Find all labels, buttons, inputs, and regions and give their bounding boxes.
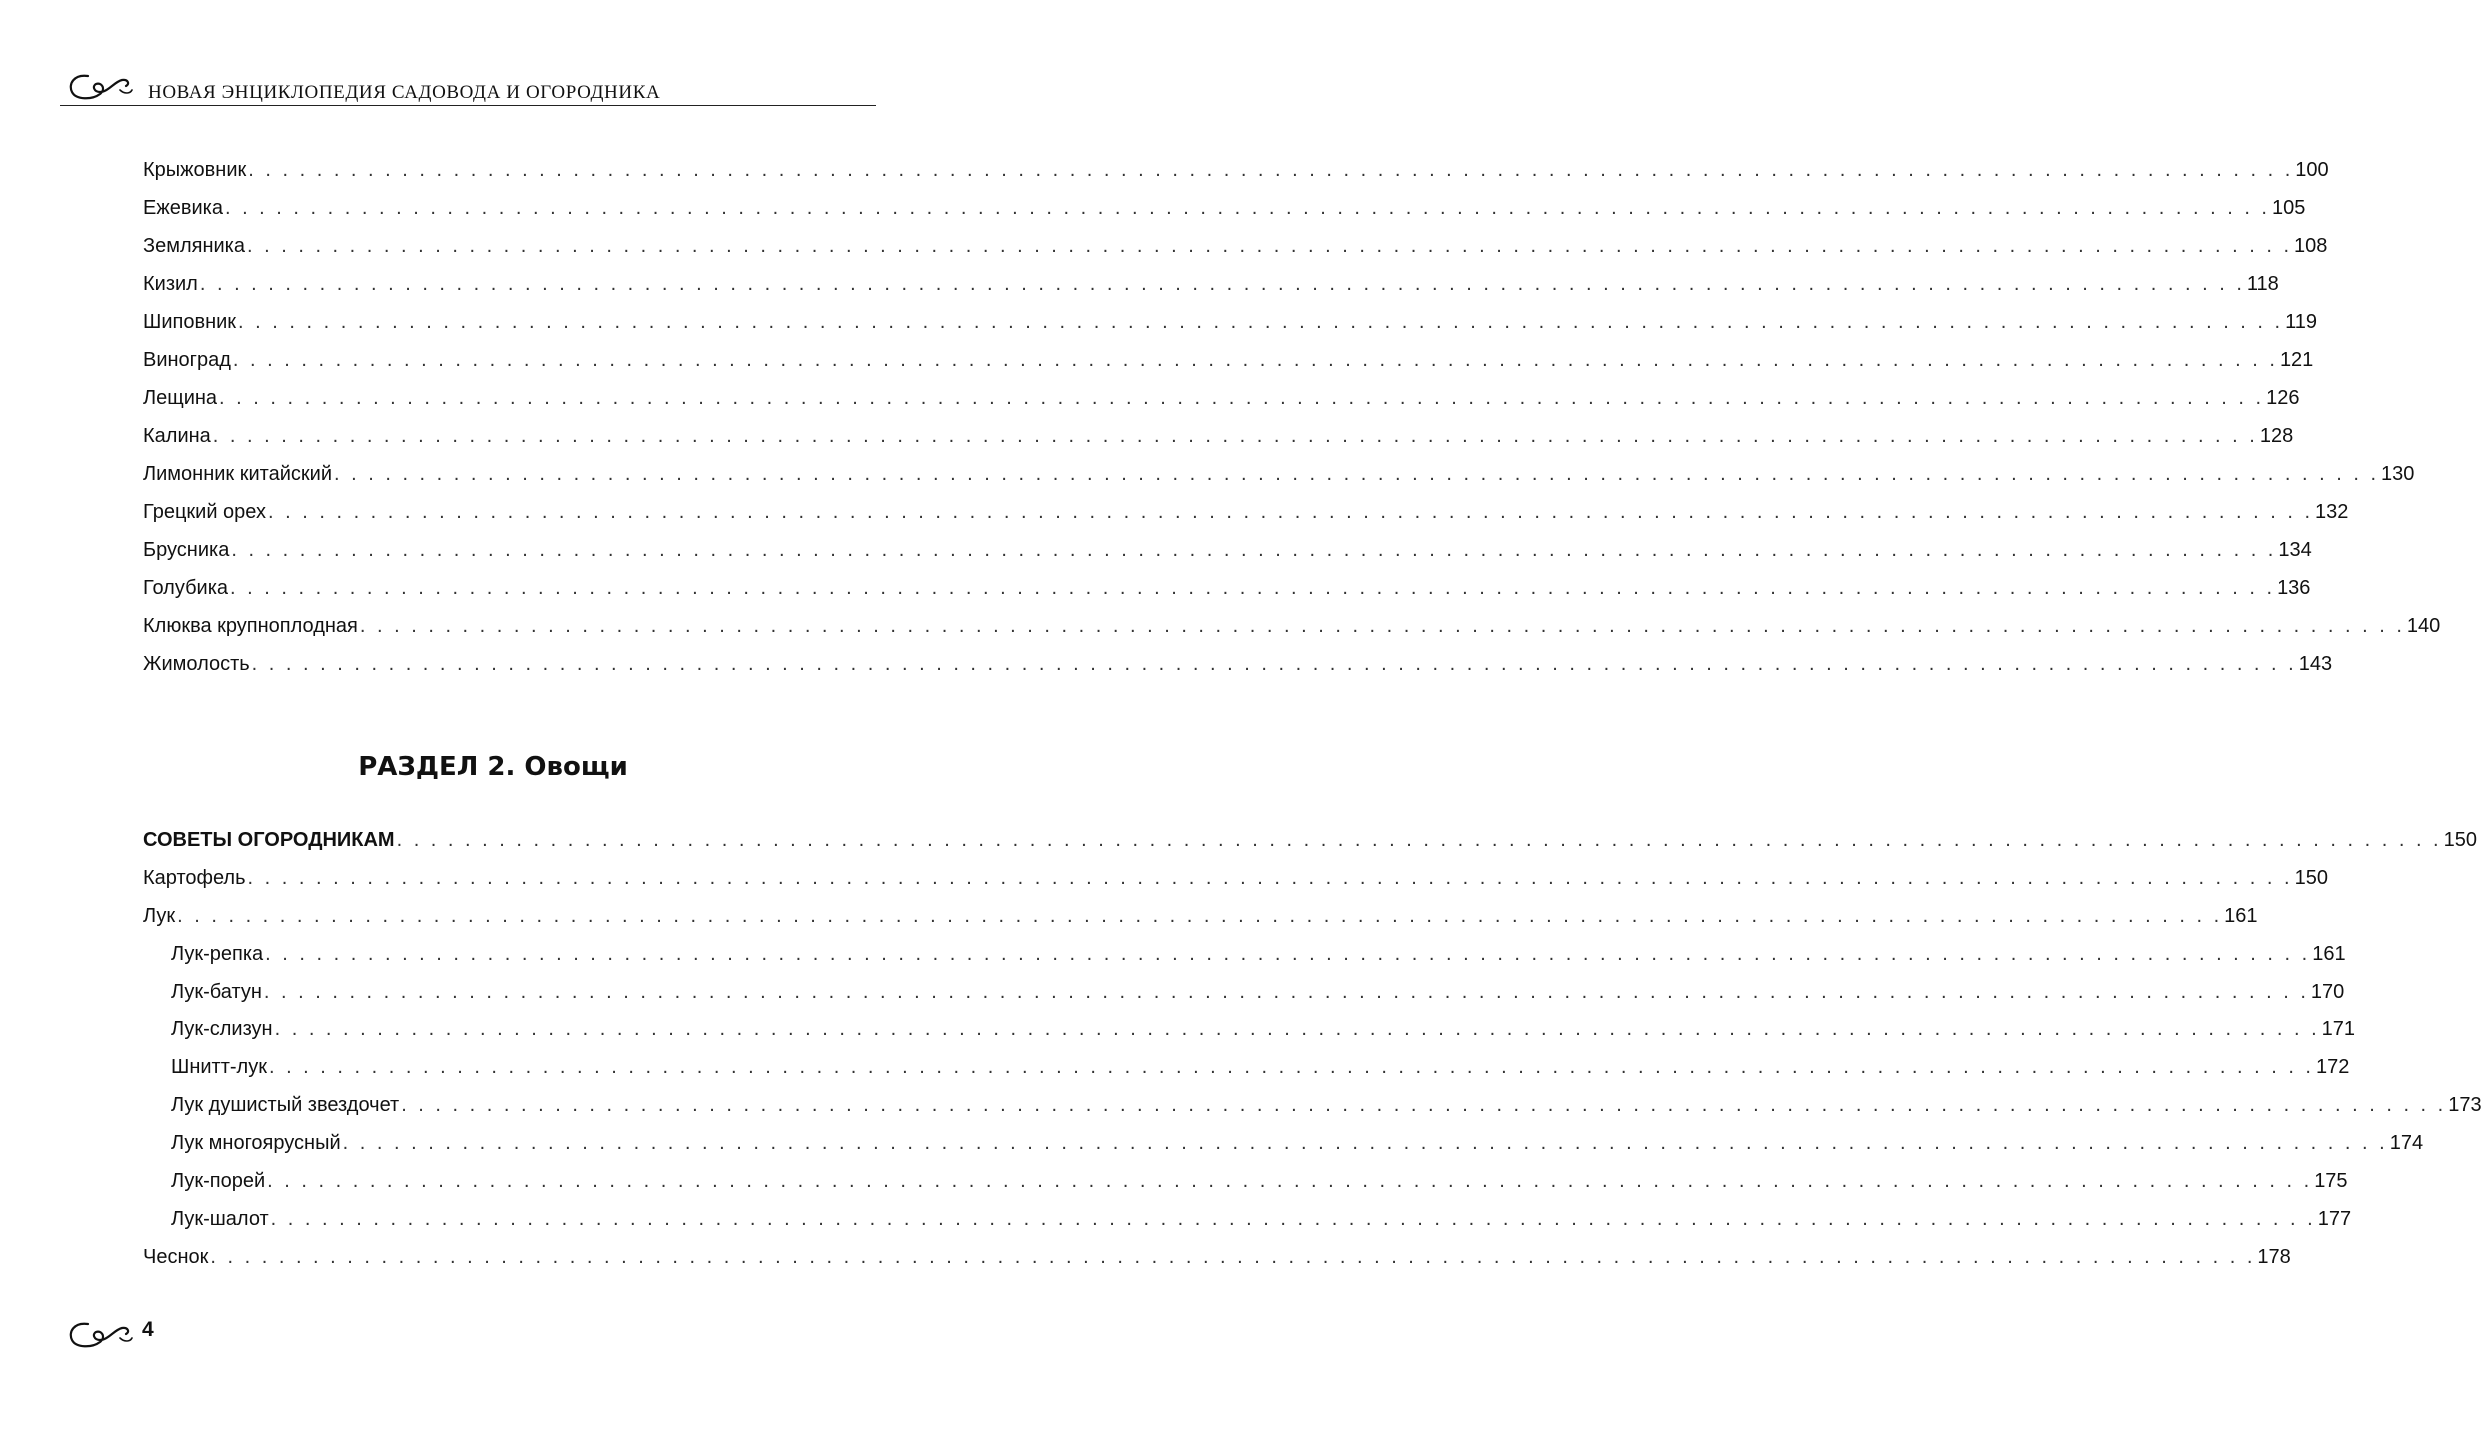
toc-entry-page: 150 <box>2443 829 2477 851</box>
toc-entry-page: 170 <box>2310 980 2345 1003</box>
toc-entry-title: Грецкий орех <box>143 501 266 523</box>
toc-entry-page: 134 <box>2278 539 2312 561</box>
toc-entry-page: 121 <box>2279 349 2314 371</box>
toc-entry-page: 150 <box>2294 866 2328 889</box>
toc-entry <box>143 936 2346 974</box>
dot-leader: . . . . . . . . . . . . . . . . . . . . . . . . . . . . . . . . . . . . . . . . . . . . . . . . . . . . . . . . . . . . . . . . . . . . . . . . . . . . . . . . . . . . . . . . . . . . . . . . . . . . . . . . . . . . . . . . . . . . . . . . <box>231 539 2277 561</box>
swirl-ornament-icon <box>66 1318 136 1355</box>
toc-entry <box>143 569 2311 607</box>
toc-entry-title: Жимолость <box>143 653 250 675</box>
toc-entry <box>143 1239 2291 1277</box>
dot-leader: . . . . . . . . . . . . . . . . . . . . . . . . . . . . . . . . . . . . . . . . . . . . . . . . . . . . . . . . . . . . . . . . . . . . . . . . . . . . . . . . . . . . . . . . . . . . . . . . . . . . . . . . . . . . . . . . . . . . . . . . <box>246 235 2293 257</box>
toc-entry-title: Голубика <box>143 577 229 599</box>
dot-leader: . . . . . . . . . . . . . . . . . . . . . . . . . . . . . . . . . . . . . . . . . . . . . . . . . . . . . . . . . . . . . . . . . . . . . . . . . . . . . . . . . . . . . . . . . . . . . . . . . . . . . . . . . . . . . . . . . . . . . . . . <box>247 866 2293 889</box>
toc-entry-page: 119 <box>2285 311 2317 333</box>
toc-entry <box>143 1011 2356 1049</box>
toc-entry-page: 105 <box>2272 197 2306 219</box>
toc-entry-page: 161 <box>2312 942 2346 965</box>
toc-entry-page: 171 <box>2321 1018 2356 1041</box>
dot-leader: . . . . . . . . . . . . . . . . . . . . . . . . . . . . . . . . . . . . . . . . . . . . . . . . . . . . . . . . . . . . . . . . . . . . . . . . . . . . . . . . . . . . . . . . . . . . . . . . . . . . . . . . . . . . . . . . . . . . . . . . <box>251 653 2297 675</box>
toc-entry-page: 177 <box>2317 1207 2352 1230</box>
toc-entry-page: 128 <box>2259 425 2294 447</box>
toc-entry-title: Лук-шалот <box>171 1207 269 1230</box>
toc-entry <box>143 1201 2352 1239</box>
toc-vegetables <box>143 822 2482 1277</box>
dot-leader: . . . . . . . . . . . . . . . . . . . . . . . . . . . . . . . . . . . . . . . . . . . . . . . . . . . . . . . . . . . . . . . . . . . . . . . . . . . . . . . . . . . . . . . . . . . . . . . . . . . . . . . . . . . . . . . . . . . . . . . . <box>177 904 2223 927</box>
toc-entry-title: Кизил <box>143 273 198 295</box>
toc-entry-title: Ежевика <box>143 197 223 219</box>
toc-entry <box>143 645 2333 683</box>
toc-fruits <box>143 151 2441 683</box>
header-rule <box>60 105 876 106</box>
dot-leader: . . . . . . . . . . . . . . . . . . . . . . . . . . . . . . . . . . . . . . . . . . . . . . . . . . . . . . . . . . . . . . . . . . . . . . . . . . . . . . . . . . . . . . . . . . . . . . . . . . . . . . . . . . . . . . . . . . . . . . . . <box>401 1094 2447 1117</box>
toc-entry <box>143 1125 2424 1163</box>
dot-leader: . . . . . . . . . . . . . . . . . . . . . . . . . . . . . . . . . . . . . . . . . . . . . . . . . . . . . . . . . . . . . . . . . . . . . . . . . . . . . . . . . . . . . . . . . . . . . . . . . . . . . . . . . . . . . . . . . . . . . . . . <box>199 273 2245 295</box>
toc-entry-page: 178 <box>2257 1245 2291 1268</box>
toc-entry <box>143 1163 2348 1201</box>
toc-entry <box>143 860 2328 898</box>
toc-entry-title: Виноград <box>143 349 231 371</box>
toc-entry-title: Лук-репка <box>171 942 264 965</box>
toc-entry-page: 126 <box>2266 387 2300 409</box>
dot-leader: . . . . . . . . . . . . . . . . . . . . . . . . . . . . . . . . . . . . . . . . . . . . . . . . . . . . . . . . . . . . . . . . . . . . . . . . . . . . . . . . . . . . . . . . . . . . . . . . . . . . . . . . . . . . . . . . . . . . . . . . <box>263 980 2309 1003</box>
toc-entry-page: 130 <box>2381 463 2415 485</box>
toc-entry-page: 174 <box>2389 1132 2424 1155</box>
toc-entry-title: Брусника <box>143 539 230 561</box>
toc-entry-title: Лещина <box>143 387 218 409</box>
dot-leader: . . . . . . . . . . . . . . . . . . . . . . . . . . . . . . . . . . . . . . . . . . . . . . . . . . . . . . . . . . . . . . . . . . . . . . . . . . . . . . . . . . . . . . . . . . . . . . . . . . . . . . . . . . . . . . . . . . . . . . . . <box>219 387 2265 409</box>
toc-entry-page: 132 <box>2315 501 2349 523</box>
toc-entry-title: Лук-порей <box>171 1170 266 1193</box>
section-heading: РАЗДЕЛ 2. Овощи <box>358 752 628 782</box>
dot-leader: . . . . . . . . . . . . . . . . . . . . . . . . . . . . . . . . . . . . . . . . . . . . . . . . . . . . . . . . . . . . . . . . . . . . . . . . . . . . . . . . . . . . . . . . . . . . . . . . . . . . . . . . . . . . . . . . . . . . . . . . <box>270 1207 2316 1230</box>
toc-entry-title: Крыжовник <box>143 159 247 181</box>
toc-entry-page: 108 <box>2294 235 2328 257</box>
toc-entry <box>143 265 2279 303</box>
dot-leader: . . . . . . . . . . . . . . . . . . . . . . . . . . . . . . . . . . . . . . . . . . . . . . . . . . . . . . . . . . . . . . . . . . . . . . . . . . . . . . . . . . . . . . . . . . . . . . . . . . . . . . . . . . . . . . . . . . . . . . . . <box>210 1245 2256 1268</box>
toc-entry-title: Шнитт-лук <box>171 1056 267 1079</box>
dot-leader: . . . . . . . . . . . . . . . . . . . . . . . . . . . . . . . . . . . . . . . . . . . . . . . . . . . . . . . . . . . . . . . . . . . . . . . . . . . . . . . . . . . . . . . . . . . . . . . . . . . . . . . . . . . . . . . . . . . . . . . . <box>232 349 2278 371</box>
toc-entry-title: Лук-батун <box>171 980 262 1003</box>
toc-entry <box>143 531 2312 569</box>
toc-entry <box>143 417 2294 455</box>
toc-entry-page: 173 <box>2448 1094 2482 1117</box>
toc-entry <box>143 455 2415 493</box>
dot-leader: . . . . . . . . . . . . . . . . . . . . . . . . . . . . . . . . . . . . . . . . . . . . . . . . . . . . . . . . . . . . . . . . . . . . . . . . . . . . . . . . . . . . . . . . . . . . . . . . . . . . . . . . . . . . . . . . . . . . . . . . <box>238 311 2284 333</box>
toc-entry-title: Шиповник <box>143 311 237 333</box>
toc-entry-title: Лук <box>143 904 176 927</box>
toc-entry <box>143 1087 2482 1125</box>
dot-leader: . . . . . . . . . . . . . . . . . . . . . . . . . . . . . . . . . . . . . . . . . . . . . . . . . . . . . . . . . . . . . . . . . . . . . . . . . . . . . . . . . . . . . . . . . . . . . . . . . . . . . . . . . . . . . . . . . . . . . . . . <box>224 197 2270 219</box>
dot-leader: . . . . . . . . . . . . . . . . . . . . . . . . . . . . . . . . . . . . . . . . . . . . . . . . . . . . . . . . . . . . . . . . . . . . . . . . . . . . . . . . . . . . . . . . . . . . . . . . . . . . . . . . . . . . . . . . . . . . . . . . <box>268 1056 2314 1079</box>
toc-entry-page: 118 <box>2246 273 2279 295</box>
dot-leader: . . . . . . . . . . . . . . . . . . . . . . . . . . . . . . . . . . . . . . . . . . . . . . . . . . . . . . . . . . . . . . . . . . . . . . . . . . . . . . . . . . . . . . . . . . . . . . . . . . . . . . . . . . . . . . . . . . . . . . . . <box>212 425 2258 447</box>
page-footer <box>66 1316 186 1356</box>
toc-entry <box>143 822 2477 860</box>
toc-entry-page: 100 <box>2295 159 2329 181</box>
dot-leader: . . . . . . . . . . . . . . . . . . . . . . . . . . . . . . . . . . . . . . . . . . . . . . . . . . . . . . . . . . . . . . . . . . . . . . . . . . . . . . . . . . . . . . . . . . . . . . . . . . . . . . . . . . . . . . . . . . . . . . . . <box>268 501 2314 523</box>
dot-leader: . . . . . . . . . . . . . . . . . . . . . . . . . . . . . . . . . . . . . . . . . . . . . . . . . . . . . . . . . . . . . . . . . . . . . . . . . . . . . . . . . . . . . . . . . . . . . . . . . . . . . . . . . . . . . . . . . . . . . . . . <box>333 463 2380 485</box>
dot-leader: . . . . . . . . . . . . . . . . . . . . . . . . . . . . . . . . . . . . . . . . . . . . . . . . . . . . . . . . . . . . . . . . . . . . . . . . . . . . . . . . . . . . . . . . . . . . . . . . . . . . . . . . . . . . . . . . . . . . . . . . <box>342 1132 2388 1155</box>
dot-leader: . . . . . . . . . . . . . . . . . . . . . . . . . . . . . . . . . . . . . . . . . . . . . . . . . . . . . . . . . . . . . . . . . . . . . . . . . . . . . . . . . . . . . . . . . . . . . . . . . . . . . . . . . . . . . . . . . . . . . . . . <box>267 1170 2313 1193</box>
toc-entry-page: 143 <box>2298 653 2333 675</box>
toc-entry-page: 172 <box>2316 1056 2350 1079</box>
toc-entry-title: Лук-слизун <box>171 1018 273 1041</box>
toc-entry <box>143 898 2258 936</box>
toc-entry <box>143 189 2306 227</box>
toc-entry-title: Картофель <box>143 866 246 889</box>
toc-entry-title: СОВЕТЫ ОГОРОДНИКАМ <box>143 829 395 851</box>
toc-entry <box>143 379 2300 417</box>
swirl-ornament-icon <box>66 70 136 107</box>
dot-leader: . . . . . . . . . . . . . . . . . . . . . . . . . . . . . . . . . . . . . . . . . . . . . . . . . . . . . . . . . . . . . . . . . . . . . . . . . . . . . . . . . . . . . . . . . . . . . . . . . . . . . . . . . . . . . . . . . . . . . . . . <box>359 615 2405 637</box>
toc-entry-title: Лук душистый звездочет <box>171 1094 400 1117</box>
toc-entry-page: 175 <box>2314 1170 2348 1193</box>
toc-entry-page: 136 <box>2277 577 2311 599</box>
toc-entry <box>143 607 2441 645</box>
toc-entry <box>143 974 2345 1012</box>
toc-entry <box>143 493 2349 531</box>
toc-entry <box>143 341 2314 379</box>
dot-leader: . . . . . . . . . . . . . . . . . . . . . . . . . . . . . . . . . . . . . . . . . . . . . . . . . . . . . . . . . . . . . . . . . . . . . . . . . . . . . . . . . . . . . . . . . . . . . . . . . . . . . . . . . . . . . . . . . . . . . . . . <box>248 159 2294 181</box>
toc-entry-title: Клюква крупноплодная <box>143 615 358 637</box>
running-header <box>60 64 876 112</box>
toc-entry-page: 161 <box>2224 904 2258 927</box>
dot-leader: . . . . . . . . . . . . . . . . . . . . . . . . . . . . . . . . . . . . . . . . . . . . . . . . . . . . . . . . . . . . . . . . . . . . . . . . . . . . . . . . . . . . . . . . . . . . . . . . . . . . . . . . . . . . . . . . . . . . . . . . <box>265 942 2311 965</box>
toc-entry <box>143 227 2328 265</box>
toc-entry-title: Калина <box>143 425 211 447</box>
dot-leader: . . . . . . . . . . . . . . . . . . . . . . . . . . . . . . . . . . . . . . . . . . . . . . . . . . . . . . . . . . . . . . . . . . . . . . . . . . . . . . . . . . . . . . . . . . . . . . . . . . . . . . . . . . . . . . . . . . . . . . . . <box>230 577 2276 599</box>
toc-entry-page: 140 <box>2406 615 2441 637</box>
toc-entry-title: Чеснок <box>143 1245 209 1268</box>
toc-entry <box>143 303 2317 341</box>
toc-entry-title: Земляника <box>143 235 245 257</box>
dot-leader: . . . . . . . . . . . . . . . . . . . . . . . . . . . . . . . . . . . . . . . . . . . . . . . . . . . . . . . . . . . . . . . . . . . . . . . . . . . . . . . . . . . . . . . . . . . . . . . . . . . . . . . . . . . . . . . . . . . . . . . . <box>396 829 2442 851</box>
toc-entry-title: Лук многоярусный <box>171 1132 341 1155</box>
page-number: 4 <box>142 1318 154 1341</box>
toc-entry-title: Лимонник китайский <box>143 463 332 485</box>
header-title: НОВАЯ ЭНЦИКЛОПЕДИЯ САДОВОДА И ОГОРОДНИКА <box>148 82 661 103</box>
toc-entry <box>143 1049 2350 1087</box>
toc-entry <box>143 151 2329 189</box>
dot-leader: . . . . . . . . . . . . . . . . . . . . . . . . . . . . . . . . . . . . . . . . . . . . . . . . . . . . . . . . . . . . . . . . . . . . . . . . . . . . . . . . . . . . . . . . . . . . . . . . . . . . . . . . . . . . . . . . . . . . . . . . <box>274 1018 2320 1041</box>
